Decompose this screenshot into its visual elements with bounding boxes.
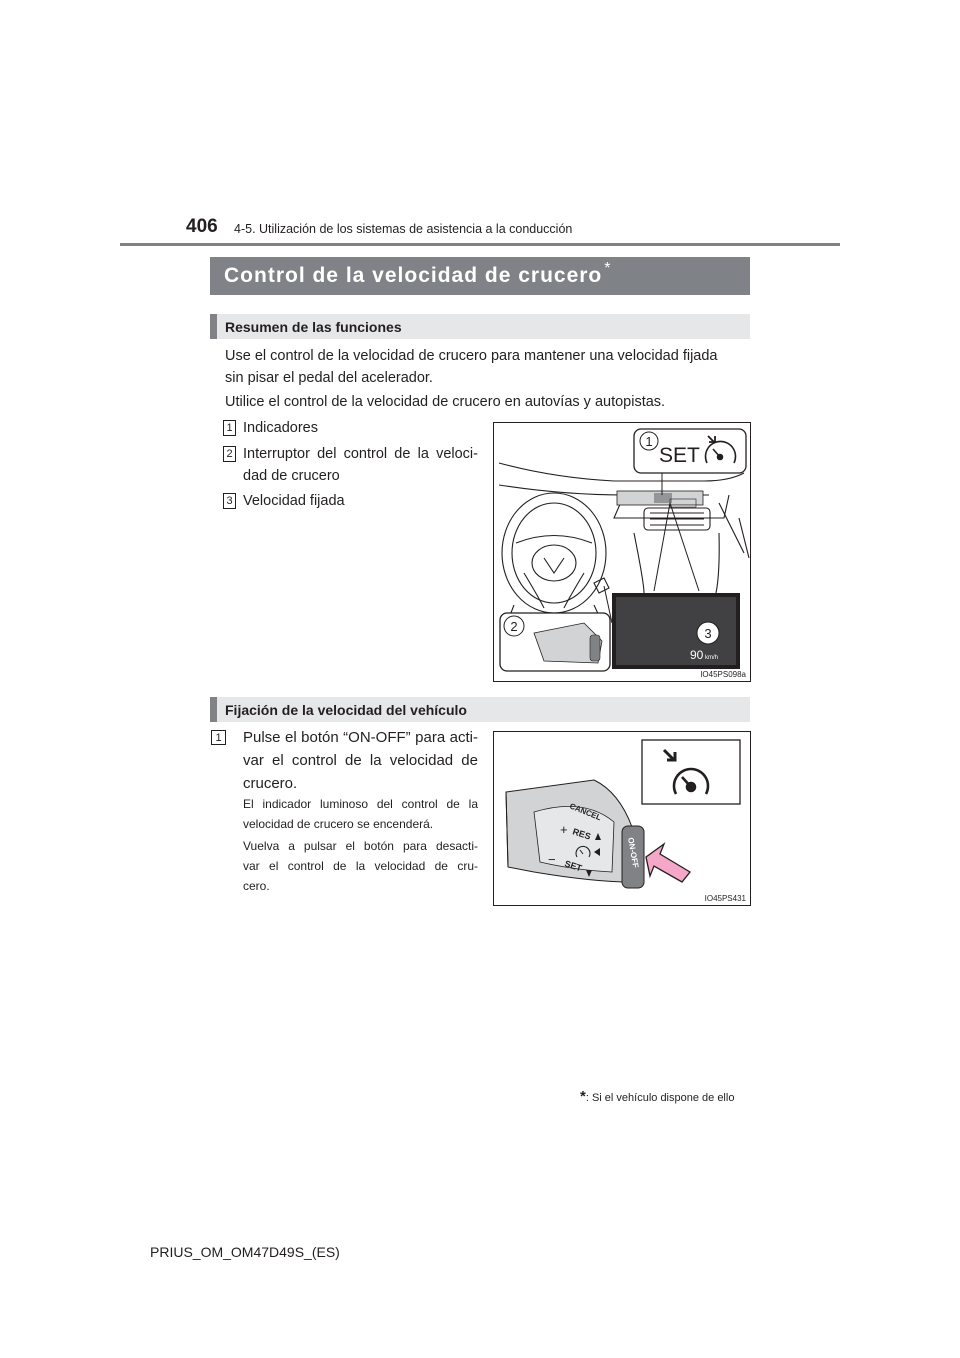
subheading-setting	[210, 697, 750, 722]
item-number: 2	[223, 446, 236, 462]
press-arrow-icon	[646, 844, 690, 882]
step-instruction	[243, 726, 478, 795]
step-line: crucero.	[243, 775, 298, 792]
section-title: Control de la velocidad de crucero	[224, 264, 603, 287]
step-line: Pulse el botón “ON-OFF” para acti-	[243, 729, 478, 746]
note-line: var el control de la velocidad de cru-	[243, 859, 478, 873]
step-number: 1	[211, 730, 226, 745]
subheading-overview-text: Resumen de las funciones	[225, 318, 402, 335]
step-note-2	[243, 836, 478, 896]
item-number: 1	[223, 420, 236, 436]
note-line: velocidad de crucero se encenderá.	[243, 817, 434, 831]
footnote-marker: *	[604, 260, 611, 277]
item-label: Velocidad fijada	[243, 493, 345, 509]
dashboard-illustration	[494, 423, 750, 681]
figure-code: IO45PS098a	[700, 670, 746, 679]
note-line: El indicador luminoso del control de la	[243, 797, 478, 811]
section-title-bar	[210, 257, 750, 295]
lever-figure	[493, 731, 751, 906]
minus-label: −	[548, 852, 556, 867]
set-label: SET	[563, 858, 584, 874]
set-speed-unit: km/h	[705, 655, 719, 661]
chapter-title: 4-5. Utilización de los sistemas de asistencia a la conducción	[234, 222, 573, 236]
item-label-line: dad de crucero	[243, 468, 340, 484]
on-off-label: ON-OFF	[626, 836, 641, 869]
overview-line: sin pisar el pedal del acelerador.	[225, 370, 433, 386]
item-label-line: Interruptor del control de la veloci-	[243, 446, 478, 462]
dashboard-figure	[493, 422, 751, 682]
lever-illustration	[494, 732, 750, 905]
res-label: RES	[571, 826, 593, 842]
item-number: 3	[223, 493, 236, 509]
callout-1: 1	[645, 434, 653, 449]
note-line: Vuelva a pulsar el botón para desacti-	[243, 839, 478, 853]
callout-2: 2	[510, 619, 518, 634]
overview-paragraph-2: Utilice el control de la velocidad de crucero en autovías y autopistas.	[225, 394, 666, 410]
document-code: PRIUS_OM_OM47D49S_(ES)	[150, 1244, 340, 1260]
set-speed-value: 90	[690, 648, 704, 662]
overview-line: Use el control de la velocidad de crucero para mantener una velocidad fijada	[225, 348, 718, 364]
footnote-marker: *	[580, 1088, 586, 1105]
page-number: 406	[186, 216, 218, 237]
subheading-overview	[210, 314, 750, 339]
cancel-label: CANCEL	[568, 801, 603, 823]
footnote	[580, 1088, 734, 1105]
step-line: var el control de la velocidad de	[243, 752, 478, 769]
set-indicator-label: SET	[659, 444, 700, 467]
footnote-text: : Si el vehículo dispone de ello	[585, 1092, 735, 1104]
figure-code: IO45PS431	[704, 894, 746, 903]
cruise-control-lever	[506, 780, 644, 888]
subheading-setting-text: Fijación de la velocidad del vehículo	[225, 701, 467, 718]
note-line: cero.	[243, 879, 270, 893]
item-label: Indicadores	[243, 420, 318, 436]
plus-label: +	[560, 822, 568, 837]
header-divider	[120, 243, 840, 246]
overview-paragraph-1	[225, 345, 750, 389]
step-note-1	[243, 794, 478, 834]
item-label	[243, 443, 478, 487]
callout-3: 3	[704, 626, 712, 641]
